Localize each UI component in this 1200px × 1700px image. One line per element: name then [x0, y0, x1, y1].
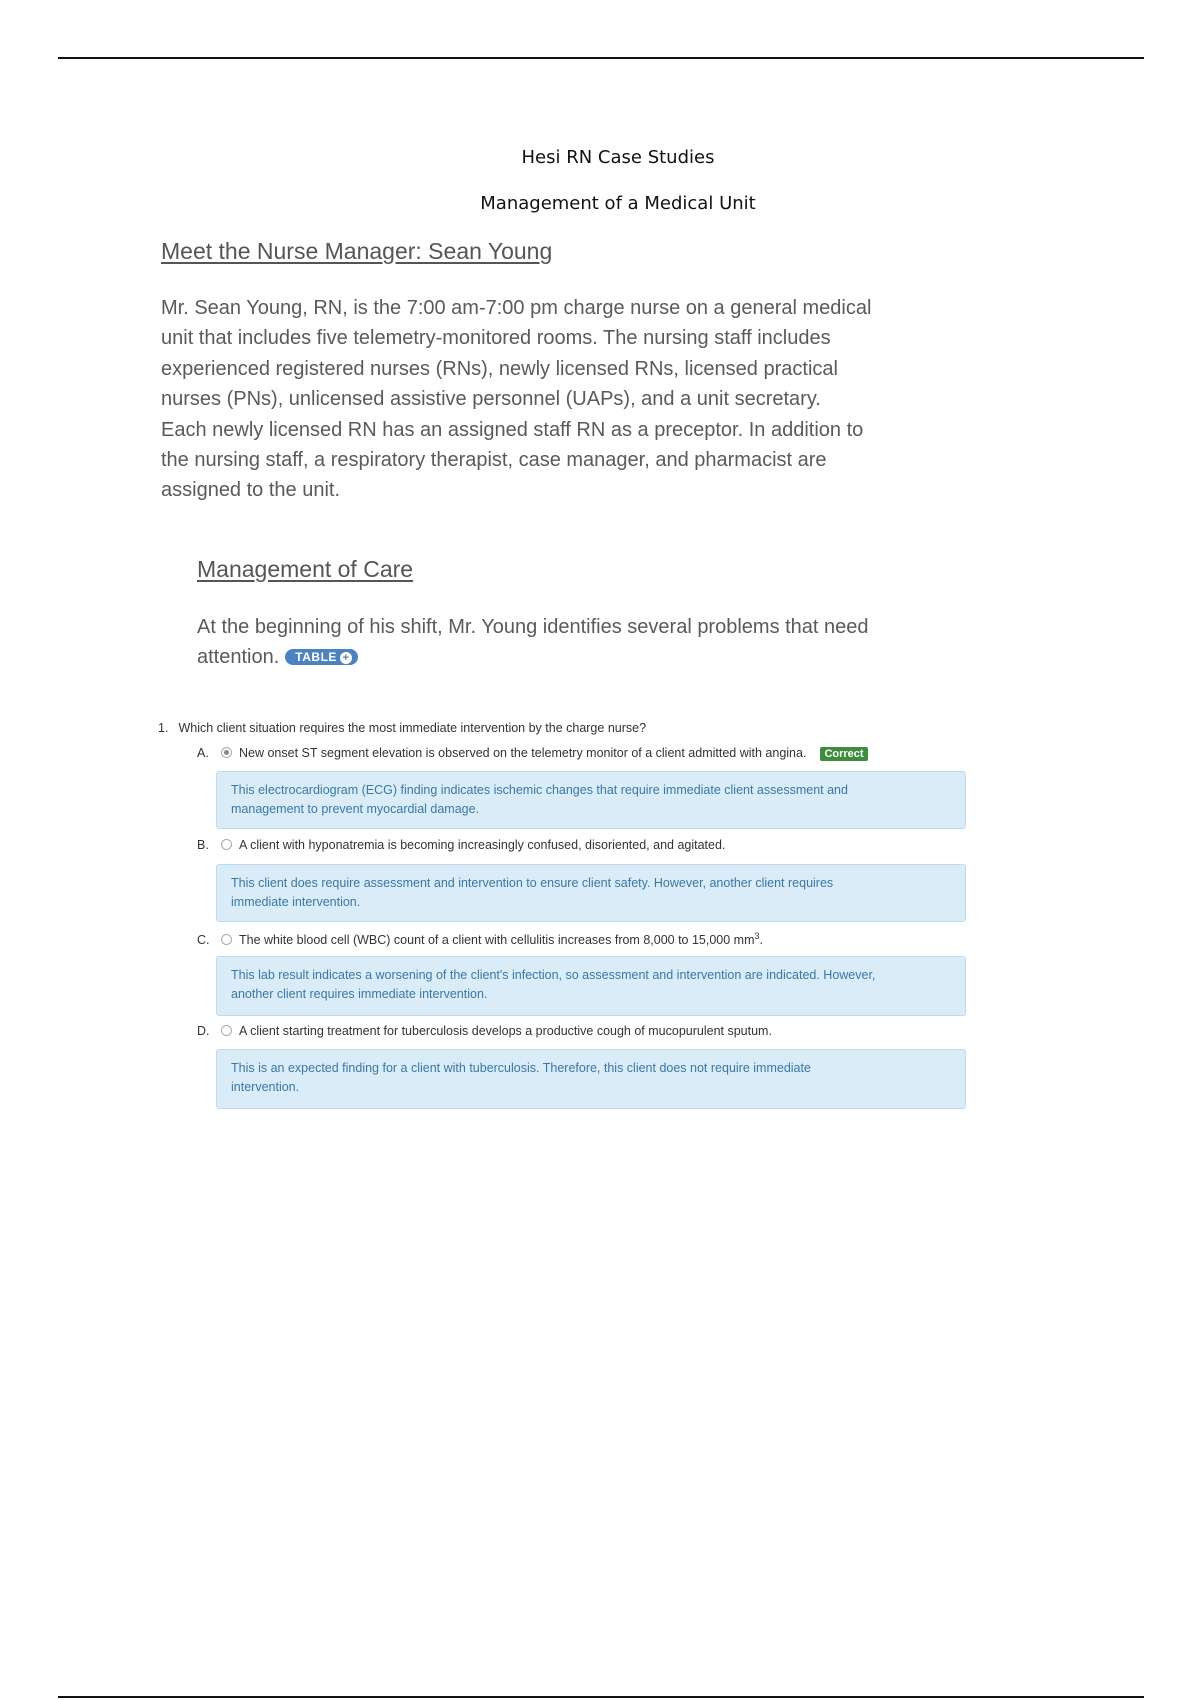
feedback-box-d: [216, 1049, 966, 1109]
correct-badge: Correct: [820, 747, 867, 761]
table-button[interactable]: [285, 649, 358, 665]
table-button-label: TABLE: [295, 650, 337, 665]
nurse-manager-heading: Meet the Nurse Manager: Sean Young: [161, 238, 553, 264]
feedback-line: immediate intervention.: [231, 895, 361, 909]
moc-line-text: attention.: [197, 646, 280, 669]
feedback-line: management to prevent myocardial damage.: [231, 802, 480, 816]
intro-line: nurses (PNs), unlicensed assistive personnel (UAPs), and a unit secretary.: [161, 388, 821, 411]
management-of-care-paragraph: [197, 612, 957, 673]
feedback-box-a: [216, 771, 966, 829]
option-text-end: .: [759, 933, 764, 948]
answer-option-d[interactable]: [197, 1024, 772, 1038]
option-letter: C.: [197, 933, 210, 948]
answer-option-b[interactable]: [197, 838, 725, 852]
feedback-box-c: [216, 956, 966, 1016]
question-prompt: [158, 721, 646, 735]
option-text: A client with hyponatremia is becoming increasingly confused, disoriented, and agitated.: [239, 838, 726, 852]
moc-line: [197, 642, 957, 672]
feedback-line: This is an expected finding for a client with tuberculosis. Therefore, this client does not require immediate: [231, 1061, 811, 1075]
question-number: 1.: [158, 721, 169, 735]
option-letter: A.: [197, 746, 209, 760]
option-letter: D.: [197, 1024, 210, 1038]
moc-line: At the beginning of his shift, Mr. Young identifies several problems that need: [197, 616, 869, 638]
document-title: Hesi RN Case Studies: [521, 147, 715, 168]
radio-button-selected[interactable]: [221, 747, 232, 758]
management-of-care-heading: Management of Care: [197, 556, 414, 582]
feedback-line: This electrocardiogram (ECG) finding indicates ischemic changes that require immediate client assessment and: [231, 783, 848, 797]
plus-circle-icon: +: [340, 652, 352, 664]
option-text: A client starting treatment for tuberculosis develops a productive cough of mucopurulent sputum.: [239, 1024, 772, 1038]
intro-line: the nursing staff, a respiratory therapist, case manager, and pharmacist are: [161, 449, 827, 472]
answer-option-c[interactable]: [197, 931, 763, 947]
intro-line: Mr. Sean Young, RN, is the 7:00 am-7:00 pm charge nurse on a general medical: [161, 297, 872, 319]
page-top-rule: [58, 57, 1144, 59]
intro-line: Each newly licensed RN has an assigned staff RN as a preceptor. In addition to: [161, 418, 864, 441]
intro-line: unit that includes five telemetry-monitored rooms. The nursing staff includes: [161, 327, 831, 350]
feedback-line: This client does require assessment and intervention to ensure client safety. However, another client requires: [231, 876, 834, 890]
document-subtitle: Management of a Medical Unit: [480, 193, 756, 214]
feedback-line: another client requires immediate intervention.: [231, 987, 488, 1001]
feedback-box-b: [216, 864, 966, 922]
feedback-line: This lab result indicates a worsening of the client's infection, so assessment and intervention are indicated. However,: [231, 968, 876, 982]
option-superscript: 3: [754, 931, 760, 941]
feedback-line: intervention.: [231, 1080, 300, 1094]
option-text: The white blood cell (WBC) count of a client with cellulitis increases from 8,000 to 15,000 mm: [239, 933, 755, 948]
option-letter: B.: [197, 838, 209, 852]
radio-button[interactable]: [221, 934, 232, 945]
intro-line: experienced registered nurses (RNs), newly licensed RNs, licensed practical: [161, 357, 838, 380]
page-bottom-rule: [58, 1696, 1144, 1698]
option-text: New onset ST segment elevation is observed on the telemetry monitor of a client admitted with angina.: [239, 746, 807, 760]
question-text: Which client situation requires the most immediate intervention by the charge nurse?: [178, 721, 647, 735]
intro-paragraph: [161, 293, 961, 506]
radio-button[interactable]: [221, 1025, 232, 1036]
answer-option-a[interactable]: [197, 746, 868, 761]
intro-line: assigned to the unit.: [161, 479, 341, 502]
radio-button[interactable]: [221, 839, 232, 850]
